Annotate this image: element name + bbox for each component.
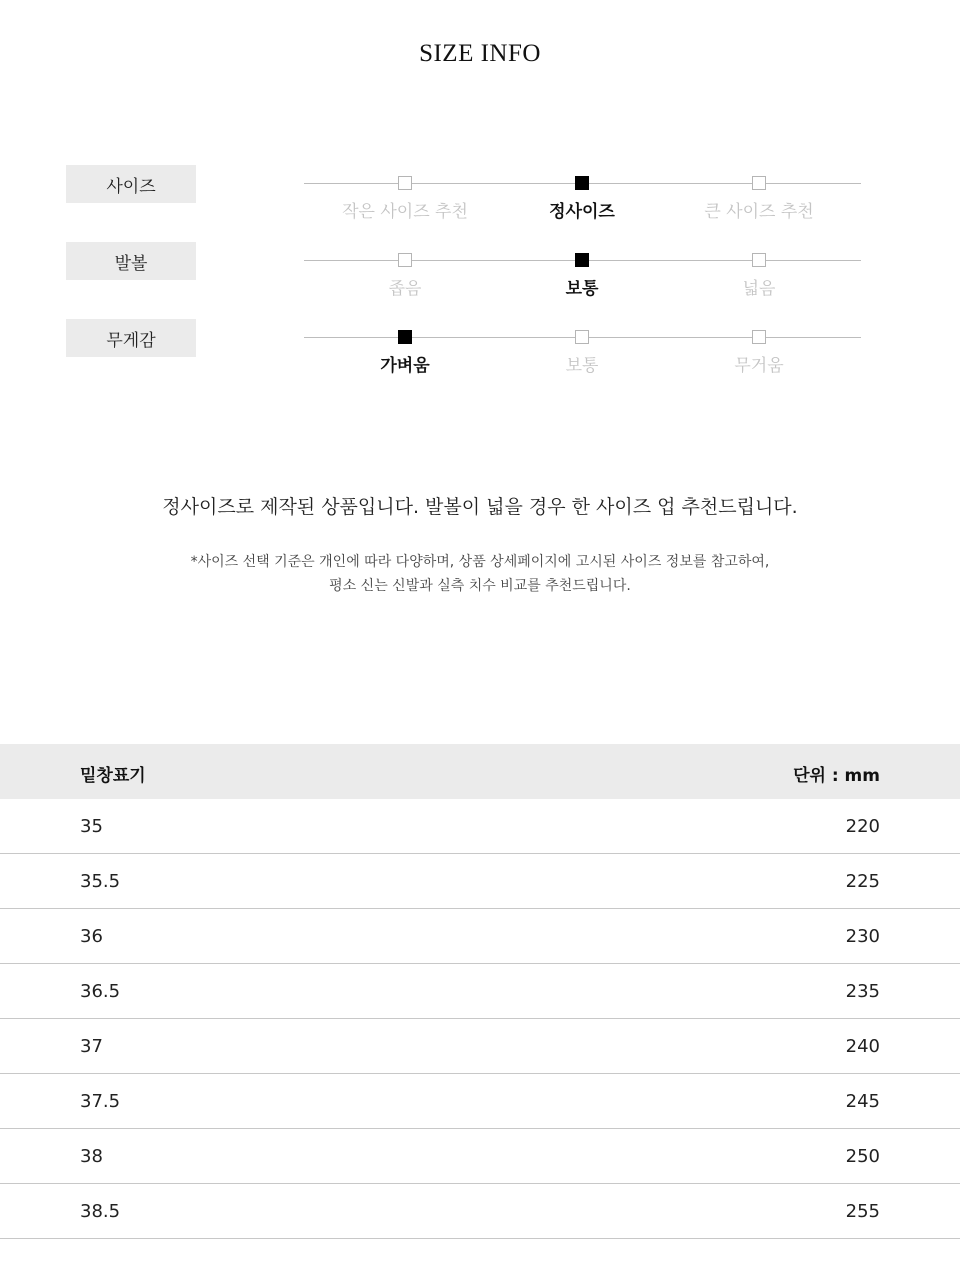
- fit-row-width: [0, 242, 960, 302]
- fit-option: [669, 165, 849, 222]
- table-row: [0, 909, 960, 964]
- table-row: [0, 799, 960, 854]
- fit-option-label: 좁음: [388, 279, 422, 299]
- checkbox-checked-icon: [398, 330, 412, 344]
- fit-option-label: 가벼움: [380, 356, 430, 376]
- fit-option-label: 작은 사이즈 추천: [342, 202, 468, 222]
- size-mm-cell: 225: [845, 871, 880, 892]
- sole-marking-cell: 36: [80, 926, 103, 947]
- fit-option: [315, 165, 495, 222]
- checkbox-icon: [575, 330, 589, 344]
- table-row: [0, 1184, 960, 1239]
- fit-row-label: 사이즈: [66, 165, 196, 203]
- sole-marking-cell: 37: [80, 1036, 103, 1057]
- fit-option-label: 넓음: [742, 279, 776, 299]
- table-row: [0, 854, 960, 909]
- page-title: SIZE INFO: [419, 40, 541, 67]
- fit-option-label: 보통: [565, 279, 599, 299]
- size-mm-cell: 230: [845, 926, 880, 947]
- table-row: [0, 964, 960, 1019]
- checkbox-icon: [752, 176, 766, 190]
- fit-row-size: [0, 165, 960, 225]
- size-mm-cell: 235: [845, 981, 880, 1002]
- table-row: [0, 1019, 960, 1074]
- fit-row-label: 발볼: [66, 242, 196, 280]
- disclaimer-line: 평소 신는 신발과 실측 치수 비교를 추천드립니다.: [329, 578, 631, 594]
- size-mm-cell: 250: [845, 1146, 880, 1167]
- fit-option: [492, 319, 672, 376]
- table-header: [0, 744, 960, 799]
- checkbox-icon: [398, 253, 412, 267]
- header-unit: 단위 : mm: [793, 766, 880, 786]
- sole-marking-cell: 37.5: [80, 1091, 121, 1112]
- header-sole-marking: 밑창표기: [80, 766, 146, 786]
- fit-option: [669, 319, 849, 376]
- sole-marking-cell: 38.5: [80, 1201, 121, 1222]
- size-mm-cell: 255: [845, 1201, 880, 1222]
- fit-option: [492, 242, 672, 299]
- size-table: [0, 744, 960, 1239]
- fit-option: [492, 165, 672, 222]
- size-mm-cell: 240: [845, 1036, 880, 1057]
- fit-option-label: 정사이즈: [549, 202, 615, 222]
- checkbox-checked-icon: [575, 253, 589, 267]
- size-mm-cell: 245: [845, 1091, 880, 1112]
- fit-option: [315, 242, 495, 299]
- sizing-disclaimer: [0, 550, 960, 598]
- disclaimer-line: *사이즈 선택 기준은 개인에 따라 다양하며, 상품 상세페이지에 고시된 사이즈 정보를 참고하여,: [190, 554, 770, 570]
- fit-note: 정사이즈로 제작된 상품입니다. 발볼이 넓을 경우 한 사이즈 업 추천드립니다.: [162, 496, 798, 518]
- sole-marking-cell: 35.5: [80, 871, 121, 892]
- sole-marking-cell: 36.5: [80, 981, 121, 1002]
- table-row: [0, 1129, 960, 1184]
- fit-option: [315, 319, 495, 376]
- fit-option-label: 보통: [565, 356, 599, 376]
- checkbox-icon: [752, 330, 766, 344]
- sole-marking-cell: 38: [80, 1146, 103, 1167]
- fit-option: [669, 242, 849, 299]
- size-mm-cell: 220: [845, 816, 880, 837]
- fit-row-label: 무게감: [66, 319, 196, 357]
- fit-row-weight: [0, 319, 960, 379]
- fit-option-label: 무거움: [734, 356, 784, 376]
- checkbox-checked-icon: [575, 176, 589, 190]
- table-row: [0, 1074, 960, 1129]
- checkbox-icon: [752, 253, 766, 267]
- checkbox-icon: [398, 176, 412, 190]
- fit-option-label: 큰 사이즈 추천: [704, 202, 814, 222]
- sole-marking-cell: 35: [80, 816, 103, 837]
